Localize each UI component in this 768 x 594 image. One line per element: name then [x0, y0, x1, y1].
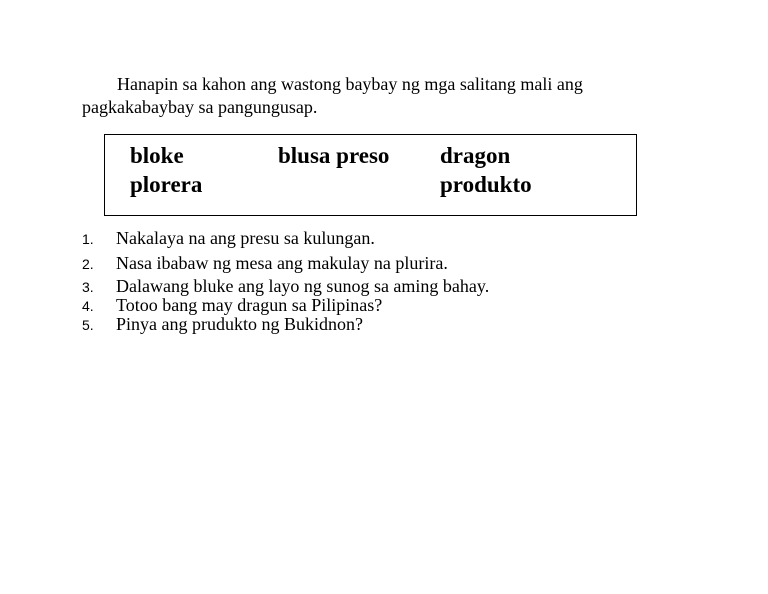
list-item — [82, 253, 448, 274]
item-sentence: Nasa ibabaw ng mesa ang makulay na plurira. — [116, 253, 448, 273]
item-number: 3. — [82, 279, 94, 295]
item-number: 4. — [82, 298, 94, 314]
word-choice: blusa preso — [278, 143, 390, 168]
list-item — [82, 314, 363, 335]
item-sentence: Totoo bang may dragun sa Pilipinas? — [116, 295, 383, 315]
item-number: 2. — [82, 256, 94, 272]
list-item — [82, 276, 489, 297]
word-choice: bloke — [130, 143, 184, 168]
item-sentence: Dalawang bluke ang layo ng sunog sa aming bahay. — [116, 276, 490, 296]
item-sentence: Nakalaya na ang presu sa kulungan. — [116, 228, 375, 248]
list-item — [82, 228, 375, 249]
instruction-text: Hanapin sa kahon ang wastong baybay ng mga salitang mali ang pagkakabaybay sa pangungusap. — [82, 74, 583, 117]
word-choice: plorera — [130, 172, 203, 197]
word-choice: produkto — [440, 172, 532, 197]
item-number: 1. — [82, 231, 94, 247]
list-item — [82, 295, 382, 316]
word-box — [104, 134, 637, 216]
word-choice: dragon — [440, 143, 511, 168]
item-sentence: Pinya ang prudukto ng Bukidnon? — [116, 314, 363, 334]
item-number: 5. — [82, 317, 94, 333]
